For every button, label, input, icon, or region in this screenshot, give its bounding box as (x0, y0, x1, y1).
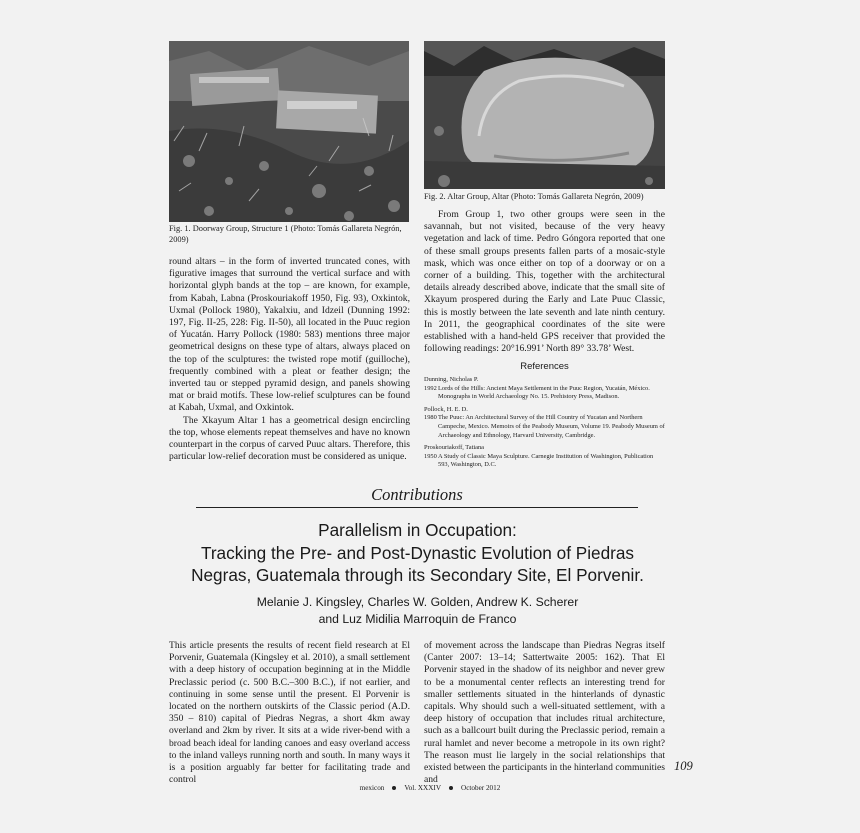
title-line: Parallelism in Occupation: (318, 520, 517, 540)
footer-bullet-icon (392, 786, 396, 790)
page-footer (300, 784, 560, 792)
reference-year: 1950 (424, 452, 437, 460)
altar-stone-image (424, 41, 665, 189)
reference-author: Proskouriakoff, Tatiana (424, 444, 485, 452)
figure-2-caption: Fig. 2. Altar Group, Altar (Photo: Tomás Gallareta Negrón, 2009) (424, 192, 644, 201)
reference-author: Dunning, Nicholas P. (424, 376, 479, 383)
reference-text: Lords of the Hills: Ancient Maya Settlement in the Puuc Region, Yucatán, México. Monographs in World Archaeology No. 15. Prehistory Press, Madison. (438, 384, 650, 401)
right-paragraph-1: From Group 1, two other groups were seen in the savannah, but not visited, because of the very heavy vegetation and lack of time. Pedro Góngora reported that one of these small groups presents fallen parts of a mosaic-style mask, which was once either on top of a doorway or on a corner of a building. This, together with the architectural details already described above, indicate that the small site of Xkayum prospered during the Early and Late Puuc Classic, this is mostly between the late seventh and late ninth century. In 2011, the geographical coordinates of the site were established with a hand-held GPS receiver that provided the following readings: 20°16.991’ North 89° 33.78’ West. (424, 209, 665, 355)
left-paragraph-1: round altars – in the form of inverted truncated cones, with figurative images that surround the vertical surface and with horizontal glyph bands at the top – are known, for example, from Kabah, Labna (Proskouriakoff 1950, Fig. 93), Oxkintok, Uxmal (Pollock 1980), Yakalxiu, and Idzeil (Dunning 1992: 197, Fig. II-25, 228: Fig. II-50), all located in the Puuc region of Yucatán. Harry Pollock (1980: 583) mentions three major geometrical designs on these type of altars, always placed on the top of the sculptures: the twisted rope motif (guilloche), frequently combined with a pleat or feather design; the inverted tau or stepped pyramid design, and panels showing mat or braid motifs. These low-relief sculptures can be found at Kabah, Uxmal, and Oxkintok. (169, 256, 410, 414)
reference-year: 1992 (424, 384, 437, 392)
title-line: Tracking the Pre- and Post-Dynastic Evolution of Piedras (200, 542, 635, 563)
title-line: Negras, Guatemala through its Secondary Site, El Porvenir. (191, 565, 644, 585)
figure-1-photo (169, 41, 409, 222)
right-column-text (424, 209, 665, 355)
reference-text: The Puuc: An Architectural Survey of the Hill Country of Yucatan and Northern Campeche, Mexico. Memoirs of the Peabody Museum, Volume 19. Peabody Museum of Archaeology and Ethnology, Harvard University, Cambridge. (438, 414, 665, 439)
reference-entry (424, 376, 665, 402)
reference-author: Pollock, H. E. D. (424, 405, 468, 413)
references-list (424, 376, 665, 470)
footer-journal: mexicon (359, 784, 385, 792)
reference-year: 1980 (424, 414, 437, 422)
figure-1-caption: Fig. 1. Doorway Group, Structure 1 (Photo: Tomás Gallareta Negrón, 2009) (169, 224, 402, 244)
author-line: Melanie J. Kingsley, Charles W. Golden, Andrew K. Scherer (256, 595, 579, 609)
reference-text: A Study of Classic Maya Sculpture. Carnegie Institution of Washington, Publication 593, Washington, D.C. (438, 452, 654, 469)
article-column-2: of movement across the landscape than Piedras Negras itself (Canter 2007: 13–14; Sattertwaite 2005: 162). That El Porvenir stayed in the shadow of its neighbor and never grew to be a monumental center reflects an interesting trend for smaller settlements situated in the hinterlands of dynastic capitals. Why should such a well-situated settlement, with a deep history of occupation that includes ritual architecture, such as a ballcourt built during the Preclassic period, remain a rural hamlet and never become a metropole in its own right? The reason must lie largely in the social relationships that existed between the participants in the hinterland communities and (424, 640, 665, 786)
left-paragraph-2: The Xkayum Altar 1 has a geometrical design encircling the top, whose elements repeat themselves and have no known counterpart in the corpus of carved Puuc altars. Therefore, this particular low-relief decoration must be considered as unique. (169, 414, 410, 463)
page-number: 109 (674, 759, 693, 773)
doorway-stones-image (169, 41, 409, 222)
left-column-text (169, 256, 410, 463)
footer-bullet-icon (449, 786, 453, 790)
article-title (150, 519, 685, 587)
article-column-1: This article presents the results of recent field research at El Porvenir, Guatemala (Kingsley et al. 2010), a small settlement with a deep history of occupation beginning at in the Middle Preclassic period (c. 500 B.C.–300 B.C.), if not earlier, and continuing in some sense until the present. El Porvenir is located on the northern outskirts of the Classic period (A.D. 350 – 810) capital of Piedras Negras, a short 4km away overland and 2km by river. It sits at a wide river-bend with a broad beach ideal for landing canoes and easy overland access to the inland valleys running north and south. In many ways it is a position arguably far better for facilitating trade and control (169, 640, 410, 786)
author-line: and Luz Midilia Marroquin de Franco (318, 612, 517, 626)
reference-entry (424, 444, 665, 470)
reference-entry (424, 406, 665, 440)
references-heading: References (520, 361, 569, 372)
article-authors (150, 594, 685, 628)
footer-date: October 2012 (461, 784, 501, 792)
section-heading: Contributions (371, 485, 463, 504)
footer-volume: Vol. XXXIV (404, 784, 442, 792)
figure-2-photo (424, 41, 665, 189)
section-rule (196, 507, 638, 508)
